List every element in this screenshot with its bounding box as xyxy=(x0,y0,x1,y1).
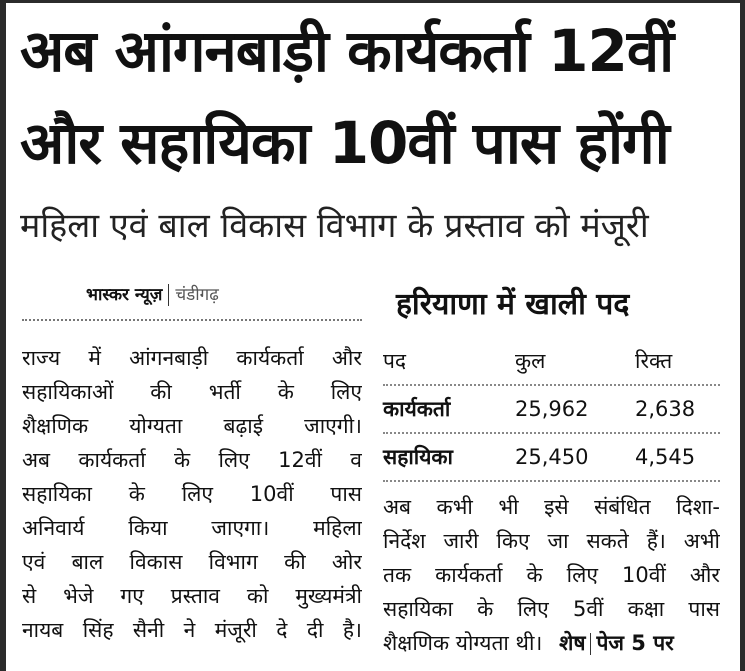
right-column-body xyxy=(383,490,720,660)
cell-total: 25,962 xyxy=(515,397,589,421)
byline-dotted-divider xyxy=(22,319,362,321)
body-line: शैक्षणिक योग्यता बढ़ाई जाएगी। xyxy=(22,414,362,438)
body-line: सहायिका के लिए 5वीं कक्षा पास xyxy=(383,597,720,621)
headline-line-2: और सहायिका 10वीं पास होंगी xyxy=(20,109,669,177)
cell-vacant: 4,545 xyxy=(635,445,696,469)
cell-post: सहायिका xyxy=(383,445,453,469)
byline-city: चंडीगढ़ xyxy=(175,285,219,305)
continuation-divider xyxy=(590,633,591,655)
table-row xyxy=(383,434,720,480)
continued-label: शेष xyxy=(559,631,586,655)
header-vacant: रिक्त xyxy=(635,349,673,373)
table-divider xyxy=(383,480,720,482)
table-row xyxy=(383,386,720,432)
body-last-line xyxy=(383,626,720,660)
vacancy-box-title: हरियाणा में खाली पद xyxy=(396,287,630,322)
header-post: पद xyxy=(383,349,407,373)
cell-post: कार्यकर्ता xyxy=(383,397,451,421)
left-column-body xyxy=(22,341,362,647)
cell-total: 25,450 xyxy=(515,445,589,469)
newspaper-clipping xyxy=(6,3,740,671)
body-line: से भेजे गए प्रस्ताव को मुख्यमंत्री xyxy=(22,584,362,608)
body-line: नायब सिंह सैनी ने मंजूरी दे दी है। xyxy=(22,618,362,642)
body-line: अब कार्यकर्ता के लिए 12वीं व xyxy=(22,448,362,472)
body-line: तक कार्यकर्ता के लिए 10वीं और xyxy=(383,563,720,587)
header-total: कुल xyxy=(515,349,546,373)
body-line: अनिवार्य किया जाएगा। महिला xyxy=(22,516,362,540)
subheadline: महिला एवं बाल विकास विभाग के प्रस्ताव को मंजूरी xyxy=(20,206,649,246)
body-line: एवं बाल विकास विभाग की ओर xyxy=(22,550,362,574)
continued-page: पेज 5 पर xyxy=(596,631,674,655)
byline-source: भास्कर न्यूज़ xyxy=(86,285,163,305)
body-line: सहायिकाओं की भर्ती के लिए xyxy=(22,380,362,404)
vacancy-table xyxy=(383,338,720,482)
table-header-row xyxy=(383,338,720,384)
body-line: शैक्षणिक योग्यता थी। xyxy=(383,631,543,655)
byline xyxy=(86,283,219,307)
headline-line-1: अब आंगनबाड़ी कार्यकर्ता 12वीं xyxy=(20,17,674,85)
cell-vacant: 2,638 xyxy=(635,397,696,421)
body-line: सहायिका के लिए 10वीं पास xyxy=(22,482,362,506)
body-line: राज्य में आंगनबाड़ी कार्यकर्ता और xyxy=(22,346,362,370)
body-line: अब कभी भी इसे संबंधित दिशा- xyxy=(383,495,720,519)
body-line: निर्देश जारी किए जा सकते हैं। अभी xyxy=(383,529,720,553)
byline-divider xyxy=(168,284,169,306)
